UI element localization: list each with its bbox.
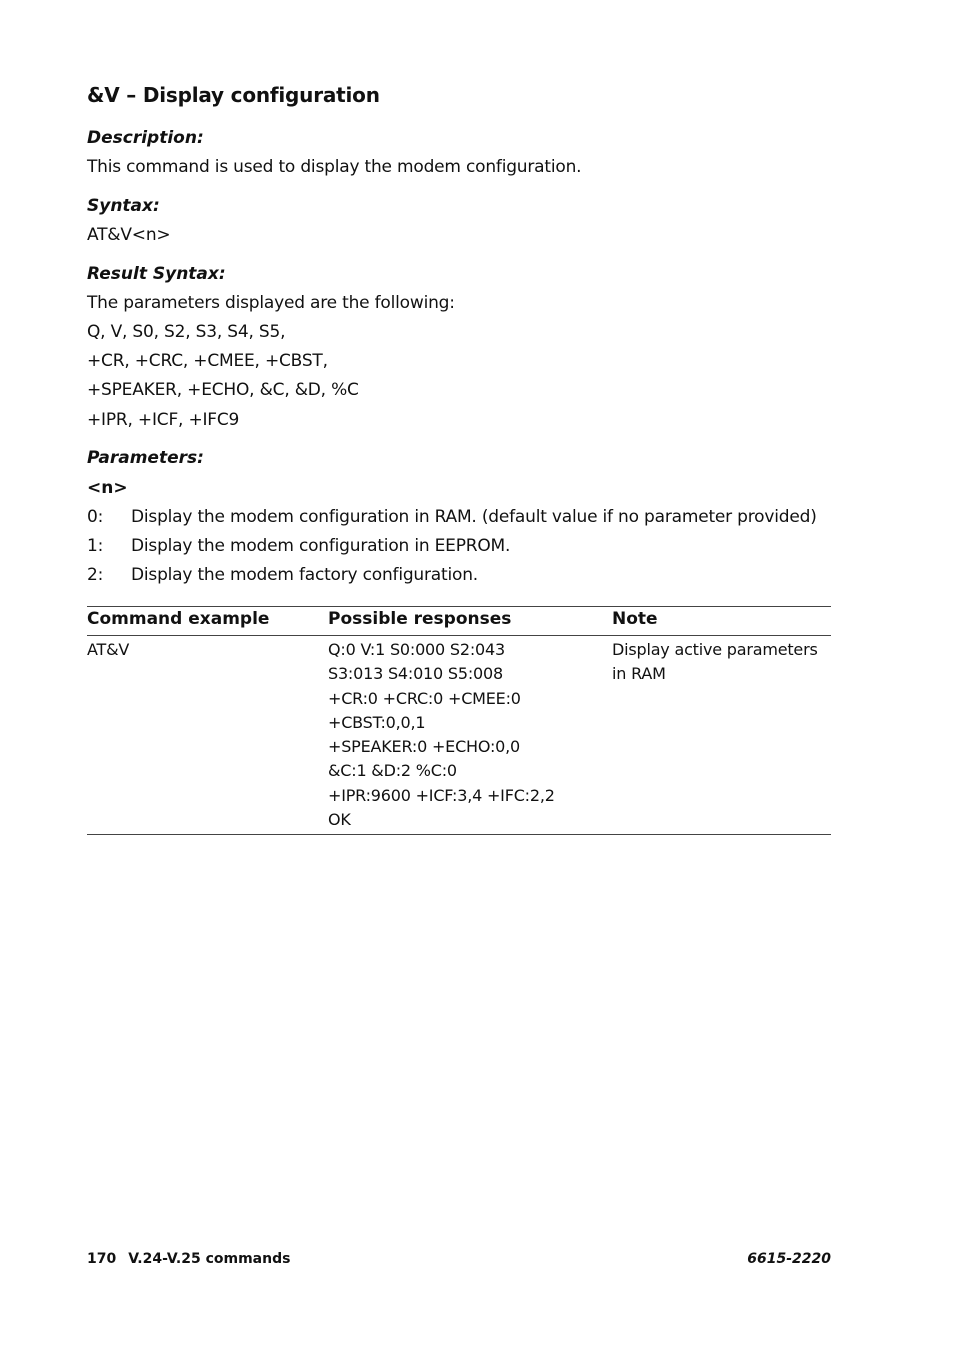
param-text: Display the modem factory configuration. [131, 565, 478, 585]
table-cell-responses [328, 638, 555, 832]
section-title: &V – Display configuration [87, 83, 380, 107]
param-text: Display the modem configuration in RAM. (default value if no parameter provided) [131, 507, 817, 527]
param-value: 0: [87, 507, 104, 527]
param-item [87, 565, 478, 585]
response-line: +CR:0 +CRC:0 +CMEE:0 [328, 688, 521, 708]
table-cell-command: AT&V [87, 640, 130, 659]
table-header-responses: Possible responses [328, 609, 512, 629]
page-number: 170 [87, 1251, 117, 1267]
response-line: &C:1 &D:2 %C:0 [328, 761, 457, 781]
note-line: in RAM [612, 664, 666, 684]
response-line: Q:0 V:1 S0:000 S2:043 [328, 640, 505, 659]
response-line: +CBST:0,0,1 [328, 712, 426, 732]
param-item [87, 536, 510, 556]
parameters-heading: Parameters: [87, 448, 204, 468]
syntax-text: AT&V<n> [87, 225, 171, 245]
result-line: The parameters displayed are the following: [87, 293, 455, 313]
param-value: 2: [87, 565, 104, 585]
param-text: Display the modem configuration in EEPROM. [131, 536, 511, 556]
table-header-rule [87, 635, 831, 636]
result-line: Q, V, S0, S2, S3, S4, S5, [87, 322, 286, 342]
page-footer-left [87, 1251, 290, 1267]
param-item [87, 507, 817, 527]
response-line: S3:013 S4:010 S5:008 [328, 664, 503, 684]
response-line: OK [328, 810, 351, 830]
table-header-note: Note [612, 609, 658, 629]
description-heading: Description: [87, 128, 204, 148]
result-line: +IPR, +ICF, +IFC9 [87, 410, 240, 430]
result-syntax-heading: Result Syntax: [87, 264, 226, 284]
table-header-command: Command example [87, 609, 270, 629]
table-cell-note [612, 638, 818, 687]
document-number: 6615-2220 [747, 1251, 831, 1267]
note-line: Display active parameters [612, 640, 818, 659]
response-line: +IPR:9600 +ICF:3,4 +IFC:2,2 [328, 785, 555, 805]
param-name: <n> [87, 478, 128, 498]
syntax-heading: Syntax: [87, 196, 160, 216]
description-text: This command is used to display the modem configuration. [87, 157, 582, 177]
response-line: +SPEAKER:0 +ECHO:0,0 [328, 737, 521, 757]
param-value: 1: [87, 536, 104, 556]
chapter-name: V.24-V.25 commands [128, 1251, 291, 1267]
table-bottom-rule [87, 834, 831, 835]
result-line: +SPEAKER, +ECHO, &C, &D, %C [87, 380, 359, 400]
table-top-rule [87, 606, 831, 607]
result-line: +CR, +CRC, +CMEE, +CBST, [87, 351, 328, 371]
